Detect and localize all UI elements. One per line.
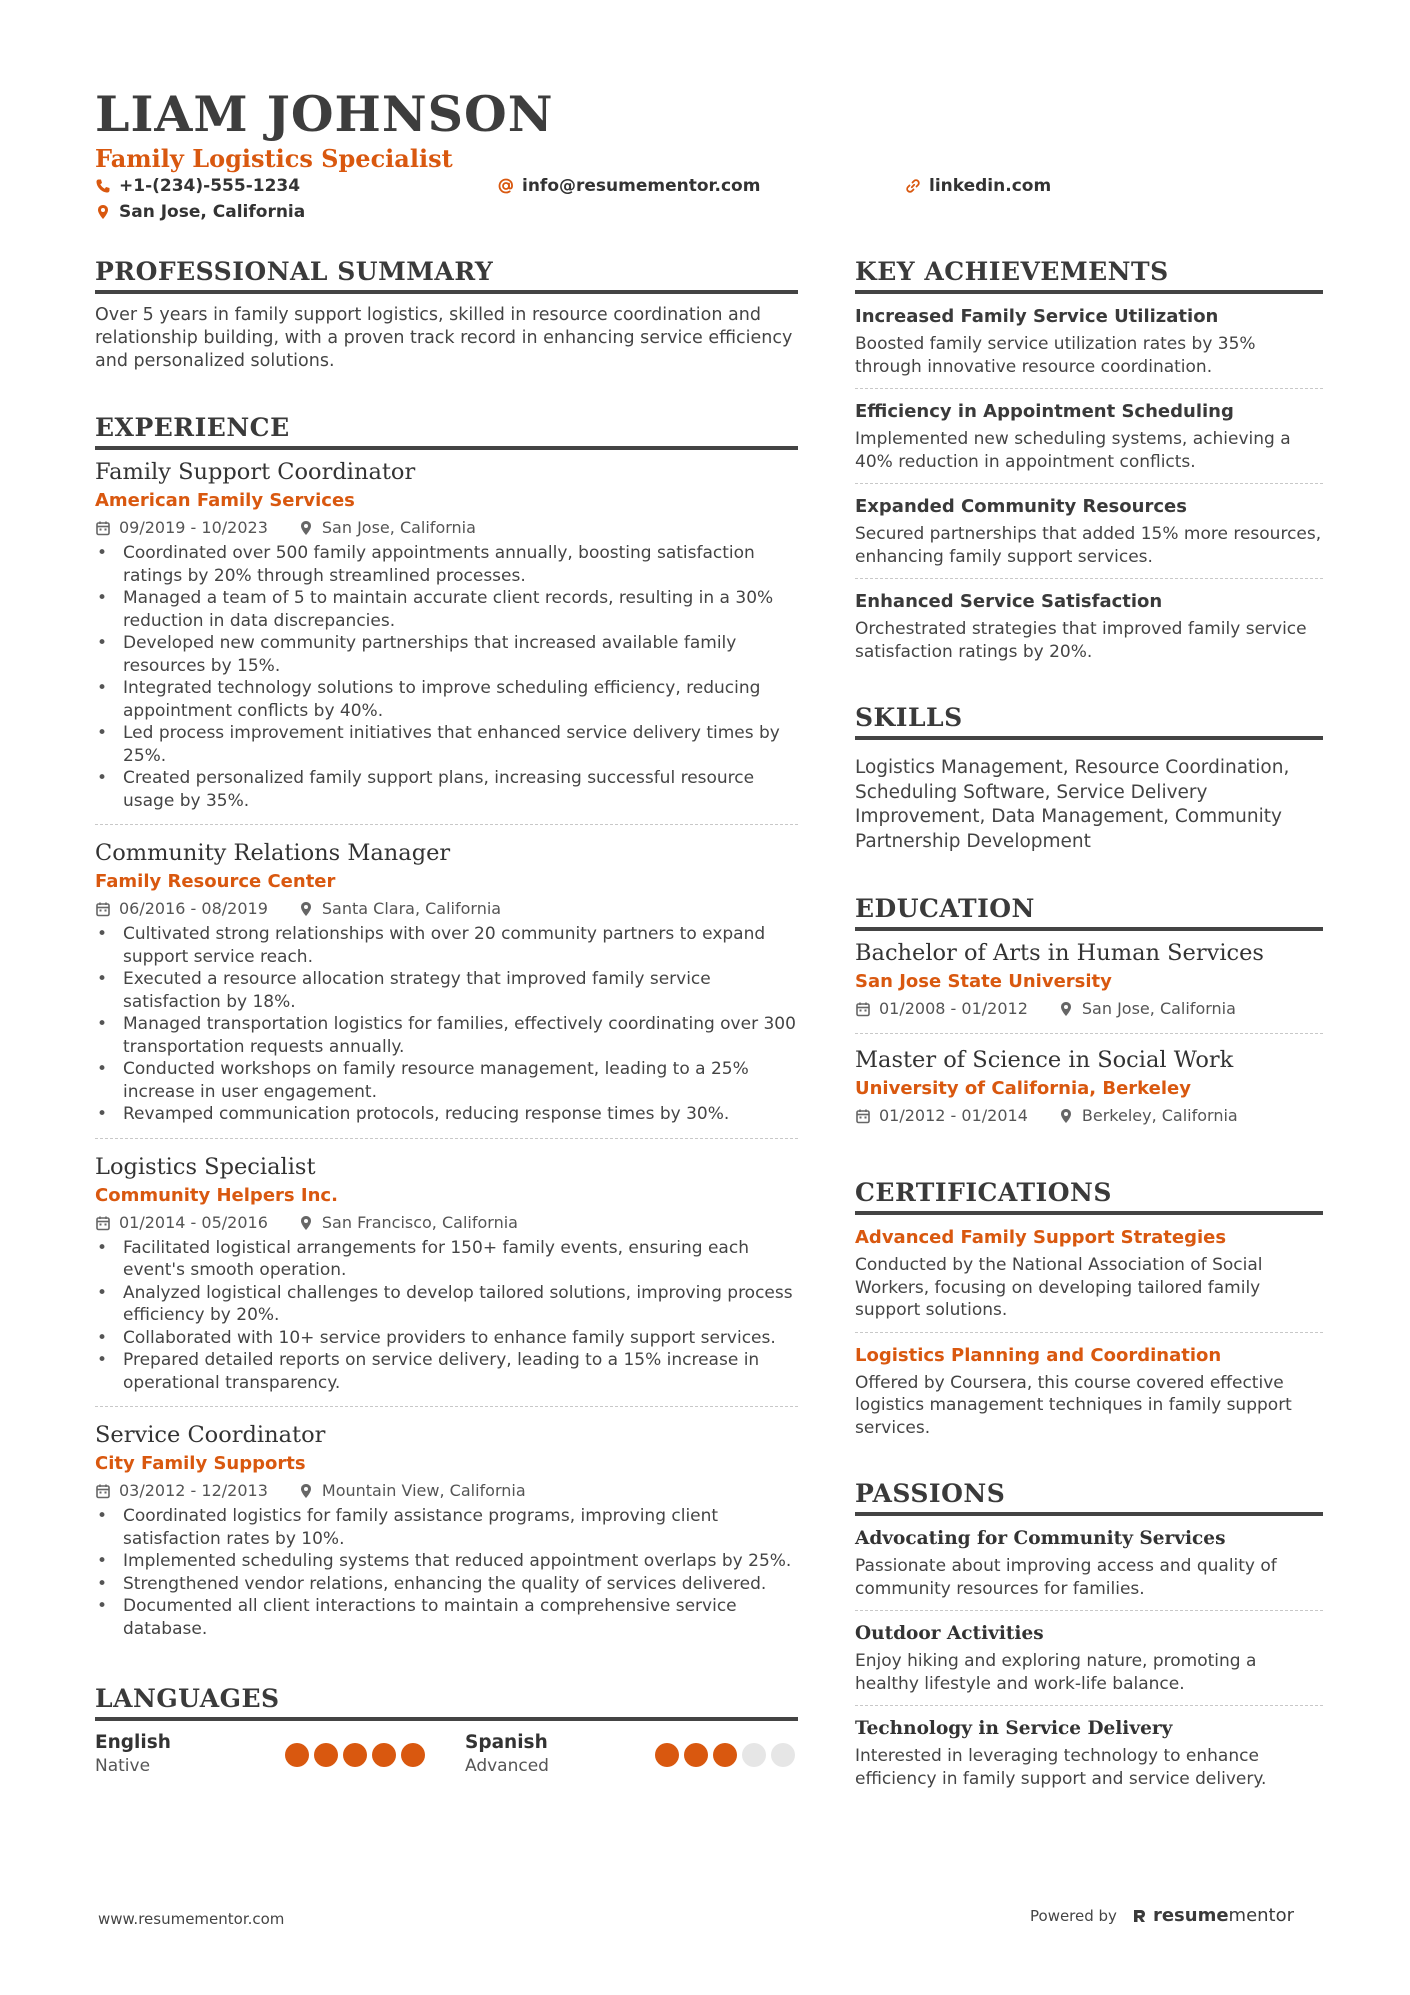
education-dates: 01/2008 - 01/2012 [879,999,1028,1018]
bullet-item: • Coordinated over 500 family appointments annually, boosting satisfaction ratings by 20% through streamlined processes. [95,542,798,587]
rating-dot-empty [742,1743,766,1767]
rating-dot-empty [771,1743,795,1767]
job-entry [95,1151,798,1408]
calendar-icon [95,520,111,536]
achievements-heading: KEY ACHIEVEMENTS [855,255,1323,294]
certification-desc: Offered by Coursera, this course covered effective logistics management techniques in family support services. [855,1372,1292,1438]
job-entry [95,1419,798,1652]
candidate-name: LIAM JOHNSON [95,85,554,143]
passion-desc: Passionate about improving access and quality of community resources for families. [855,1556,1277,1599]
passions-section [855,1477,1323,1800]
skills-text: Logistics Management, Resource Coordination, Scheduling Software, Service Delivery Improvement, Data Management, Community Partnership Development [855,757,1290,852]
job-title: Family Support Coordinator [95,459,416,485]
linkedin-text[interactable]: linkedin.com [929,176,1052,196]
location-pin-icon [1058,1001,1074,1017]
degree-title: Master of Science in Social Work [855,1047,1234,1073]
summary-heading: PROFESSIONAL SUMMARY [95,255,798,294]
languages-list [95,1731,798,1781]
link-icon [905,178,921,194]
footer-website[interactable]: www.resumementor.com [98,1910,285,1928]
bullet-item: • Coordinated logistics for family assistance programs, improving client satisfaction rates by 10%. [95,1505,798,1550]
footer-branding [1030,1905,1294,1926]
email-text[interactable]: info@resumementor.com [522,176,761,196]
bullet-item: • Created personalized family support plans, increasing successful resource usage by 35%. [95,767,798,812]
location-text: San Jose, California [119,202,306,222]
language-level: Native [95,1756,151,1776]
certification-title: Advanced Family Support Strategies [855,1227,1227,1248]
achievement-item [855,399,1323,484]
candidate-title: Family Logistics Specialist [95,144,453,173]
certification-item [855,1343,1323,1450]
resume-header [95,84,1325,230]
education-location: Berkeley, California [1081,1106,1238,1125]
bullet-item: • Led process improvement initiatives that enhanced service delivery times by 25%. [95,722,798,767]
job-location: Mountain View, California [321,1481,526,1500]
language-rating [285,1743,425,1767]
company-name: City Family Supports [95,1453,306,1474]
left-column [95,255,798,1781]
passion-title: Technology in Service Delivery [855,1718,1173,1739]
achievement-desc: Implemented new scheduling systems, achieving a 40% reduction in appointment conflicts. [855,429,1291,472]
degree-title: Bachelor of Arts in Human Services [855,940,1264,966]
bullet-item: • Prepared detailed reports on service delivery, leading to a 15% increase in operational transparency. [95,1349,798,1394]
phone-contact [95,176,300,196]
job-location: Santa Clara, California [321,899,502,918]
education-meta [855,1104,1323,1128]
job-entry [95,837,798,1139]
summary-text: Over 5 years in family support logistics, skilled in resource coordination and relationship building, with a proven track record in enhancing service efficiency and personalized solutions. [95,305,793,371]
experience-section [95,411,798,1652]
certification-title: Logistics Planning and Coordination [855,1344,1222,1366]
job-bullets [95,542,798,812]
languages-section [95,1682,798,1781]
bullet-item: • Executed a resource allocation strategy that improved family service satisfaction by 18%. [95,968,798,1013]
location-pin-icon [1058,1108,1074,1124]
calendar-icon [95,1215,111,1231]
achievement-desc: Secured partnerships that added 15% more resources, enhancing family support services. [855,524,1322,567]
bullet-item: • Revamped communication protocols, reducing response times by 30%. [95,1103,798,1126]
rating-dot-filled [285,1743,309,1767]
location-contact [95,202,305,222]
job-meta [95,1479,798,1503]
powered-by-label: Powered by [1030,1906,1117,1925]
company-name: Community Helpers Inc. [95,1184,338,1206]
job-bullets [95,1237,798,1395]
language-rating [655,1743,795,1767]
language-item [95,1731,425,1781]
bullet-item: • Facilitated logistical arrangements for 150+ family events, ensuring each event's smooth operation. [95,1237,798,1282]
bullet-item: • Strengthened vendor relations, enhancing the quality of services delivered. [95,1573,798,1596]
rating-dot-filled [314,1743,338,1767]
skills-heading: SKILLS [855,701,1323,740]
job-bullets [95,923,798,1126]
languages-heading: LANGUAGES [95,1682,798,1721]
certifications-heading: CERTIFICATIONS [855,1176,1323,1215]
calendar-icon [95,1483,111,1499]
education-dates: 01/2012 - 01/2014 [879,1106,1028,1125]
rating-dot-filled [713,1743,737,1767]
language-level: Advanced [465,1756,549,1776]
rating-dot-filled [343,1743,367,1767]
certification-desc: Conducted by the National Association of Social Workers, focusing on developing tailored family support solutions. [855,1255,1263,1320]
rating-dot-filled [372,1743,396,1767]
job-meta [95,516,798,540]
achievement-item [855,304,1323,389]
phone-icon [95,178,111,194]
summary-section [95,255,798,373]
location-pin-icon [298,520,314,536]
passion-item [855,1621,1323,1706]
achievement-item [855,589,1323,673]
school-name: San Jose State University [855,971,1112,992]
education-meta [855,997,1323,1021]
rating-dot-filled [401,1743,425,1767]
bullet-item: • Managed a team of 5 to maintain accurate client records, resulting in a 30% reduction in data discrepancies. [95,587,798,632]
bullet-item: • Developed new community partnerships that increased available family resources by 15%. [95,632,798,677]
job-entry [95,456,798,825]
bullet-item: • Managed transportation logistics for families, effectively coordinating over 300 transportation requests annually. [95,1013,798,1058]
school-name: University of California, Berkeley [855,1078,1191,1099]
job-title: Logistics Specialist [95,1153,316,1180]
experience-heading: EXPERIENCE [95,411,798,450]
language-item [465,1731,795,1781]
brand-logo[interactable] [1131,1905,1294,1926]
job-dates: 01/2014 - 05/2016 [119,1212,268,1232]
education-location: San Jose, California [1081,999,1236,1018]
job-location: San Francisco, California [321,1212,518,1232]
education-section [855,892,1323,1140]
passion-desc: Interested in leveraging technology to enhance efficiency in family support and service delivery. [855,1746,1267,1789]
bullet-item: • Conducted workshops on family resource management, leading to a 25% increase in user engagement. [95,1058,798,1103]
job-dates: 06/2016 - 08/2019 [119,899,268,918]
language-name: Spanish [465,1732,548,1753]
achievement-title: Efficiency in Appointment Scheduling [855,401,1234,422]
email-contact[interactable] [498,176,760,196]
location-pin-icon [298,1483,314,1499]
achievements-section [855,255,1323,673]
bullet-item: • Analyzed logistical challenges to develop tailored solutions, improving process efficiency by 20%. [95,1282,798,1327]
rating-dot-filled [684,1743,708,1767]
job-location: San Jose, California [321,518,476,537]
passions-heading: PASSIONS [855,1477,1323,1516]
bullet-item: • Documented all client interactions to maintain a comprehensive service database. [95,1595,798,1640]
brand-name-bold: resume [1152,1905,1229,1926]
bullet-item: • Implemented scheduling systems that reduced appointment overlaps by 25%. [95,1550,798,1573]
education-item [855,937,1323,1034]
skills-section [855,701,1323,854]
brand-name-light: mentor [1228,1905,1295,1926]
passion-item [855,1526,1323,1611]
achievement-item [855,494,1323,579]
achievement-title: Increased Family Service Utilization [855,306,1219,327]
job-dates: 09/2019 - 10/2023 [119,518,268,537]
resumementor-logo-icon [1131,1908,1147,1924]
calendar-icon [855,1001,871,1017]
achievement-title: Expanded Community Resources [855,496,1187,517]
location-pin-icon [298,901,314,917]
certifications-section [855,1176,1323,1449]
education-heading: EDUCATION [855,892,1323,931]
job-meta [95,897,798,921]
at-icon [498,178,514,194]
job-meta [95,1211,798,1235]
passion-item [855,1716,1323,1800]
education-item [855,1044,1323,1140]
location-pin-icon [298,1215,314,1231]
achievement-desc: Orchestrated strategies that improved family service satisfaction ratings by 20%. [855,619,1307,662]
rating-dot-filled [655,1743,679,1767]
bullet-item: • Integrated technology solutions to improve scheduling efficiency, reducing appointment conflicts by 40%. [95,677,798,722]
passion-title: Advocating for Community Services [855,1528,1226,1549]
achievement-title: Enhanced Service Satisfaction [855,591,1163,612]
certification-item [855,1225,1323,1333]
passion-desc: Enjoy hiking and exploring nature, promoting a healthy lifestyle and work-life balance. [855,1651,1257,1694]
passion-title: Outdoor Activities [855,1623,1044,1644]
company-name: American Family Services [95,490,355,511]
job-title: Community Relations Manager [95,840,451,866]
phone-text: +1-(234)-555-1234 [119,176,301,196]
achievement-desc: Boosted family service utilization rates by 35% through innovative resource coordination. [855,334,1256,377]
bullet-item: • Cultivated strong relationships with over 20 community partners to expand support service reach. [95,923,798,968]
location-pin-icon [95,204,111,220]
calendar-icon [95,901,111,917]
language-name: English [95,1732,171,1753]
bullet-item: • Collaborated with 10+ service providers to enhance family support services. [95,1327,798,1350]
calendar-icon [855,1108,871,1124]
right-column [855,255,1323,1810]
job-bullets [95,1505,798,1640]
job-title: Service Coordinator [95,1422,326,1448]
company-name: Family Resource Center [95,871,336,892]
job-dates: 03/2012 - 12/2013 [119,1481,268,1500]
linkedin-contact[interactable] [905,176,1051,196]
contact-info [95,176,1325,230]
